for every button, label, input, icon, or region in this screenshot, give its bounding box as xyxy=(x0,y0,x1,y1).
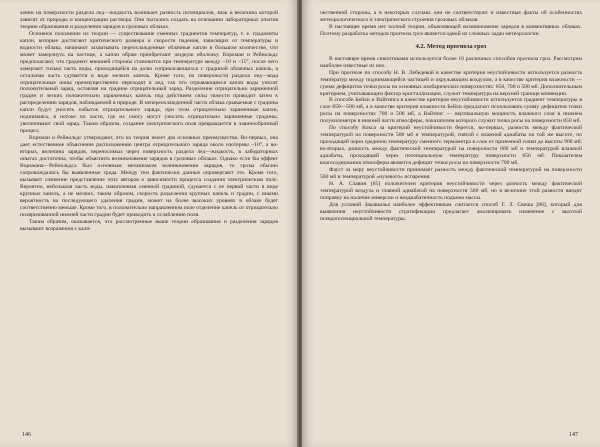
page-number-left: 146 xyxy=(22,432,31,438)
left-page xyxy=(0,0,298,447)
left-paragraph: заннн на поверхности раздела лед—жидкость возникает разность потенциалов, знак и величина которой зависят от природы и концентрации раствора. Они пытались создать на основании лабораторных опытов теорию образования и разделения зарядов в грозовых облаках. xyxy=(20,10,278,30)
right-paragraph: При прогнозе по способу Н. В. Лебедевой в качестве критерия неустойчивости используется разность температур между поднимающейся частицей и окружающим воздухом, а в качестве критерия влажности — сумма дефицитов точки росы на основных изобарических поверхностях: 850, 700 и 500 мб. Дополнительным критерием, учитывающим фактор кристаллизации, служит температура на верхней границе конвекции. xyxy=(320,69,582,97)
section-heading: 4.2. Метод прогноза гроз xyxy=(415,42,487,50)
page-number-right: 147 xyxy=(569,432,578,438)
right-page-text xyxy=(320,10,582,223)
right-paragraph: В способе Бейли и Вайтинга в качестве критерия неустойчивости используется градиент температуры в слое 850—500 мб, а в качестве критерия влажности Бейли предлагает использовать сумму дефицитов точки росы на поверхностях 700 и 500 мб, а Вайтинг — вертикальную мощность влажного слоя в нижнем полукилометре в нижней части атмосферы, показателем которого служит точка росы на поверхности 850 мб. xyxy=(320,97,582,125)
right-paragraph: чественной стороны, а в некоторых случаях они не соответствуют и известные факты об особенностях метеорологического и электрического строения грозовых облаков. xyxy=(320,10,582,23)
left-page-text xyxy=(20,10,278,233)
right-paragraph: Фауст за меру неустойчивости принимает разность между фактической температурой на поверхности 500 мб и температурой «нулевого» испарения. xyxy=(320,167,582,180)
left-paragraph: Основное положение их теории — существование сменных градиентов температур, т. е. градиенты капли, которые достигают критического размера и скорости падения, зависящих от температуры и водности облака, начинают захватывать переохлажденные облачные капли в большом количестве, что может замерзнуть на частице, а капли обрам приобретают жидкую оболочку. Воркман и Рейнольдс предполагают, что градиент внешней стороны становится при температуре между −10 и −15°, после чего замерзает только часть воды, приходящейся на долю соприкасающихся с градиной облачных капель, а остальная часть сдувается в виде мелких капель. Кроме того, на поверхности раздела лед—вода отрицательные ионы преимущественно переходят в лед, так что отрывающиеся капли воды уносят положительный заряд, оставляя на градине отрицательный заряд. Разделение отрицательно заряженной градин и легких положительно заряженных капель под действием силы тяжести приводит затем к распределению зарядов, наблюдаемой в природе. В непереохлажденной части облака срываемые с градины капли будут уносить избыток отрицательного заряда, при этом отрицательно заряженные капли, поднимаясь, в потоке по части, где их смогу могут уносить отрицательно заряженные градины, увеличивают свой заряд. Таким образом, создание электрического поля превращается в лавинообразный процесс. xyxy=(20,30,278,135)
right-paragraph: По способу Кокса за критерий неустойчивости берется, во-первых, разность между фактической температурой на поверхности 500 мб и температурой, снятой с влажной адиабаты на той же высоте, по проходящей через среднюю температуру сменного термометра в слое от приземной точки до высоты 900 мб; во-вторых, разность между фактической температурой на поверхности 600 мб и температурой влажной адиабаты, проходящей через потенциальную температуру поверхности 850 мб. Показателем влагосодержания атмосферы является дефицит точки росы на поверхности 700 мб. xyxy=(320,125,582,167)
left-paragraph: Таким образом, оказывается, что рассмотренные выше теории образования и разделения зарядов вызывают возражения с кали- xyxy=(20,218,278,232)
left-paragraph: Воркман и Рейнольдс утверждают, что их теория имеет два основных преимущества. Во-первых, она дает естественное объяснение расположению центра отрицательного заряда около изотермы −10°, а во-вторых, величина зарядов, переносимых через поверхность раздела лед—жидкость, в лабораторных опытах достаточна, чтобы объяснить возникновение зарядов в грозовых облаках. Однако если бы эффект Воркмана—Рейнольдса был основным механизмом возникновения зарядов, то грозы обычно сопровождались бы выявленные града. Между тем фактически данные опровергают это. Кроме того, вызывает сомнение представление этих авторов о зависимости процесса создания электрическим поле. Вероятно, небольшая часть воды, накопленная сменной градиной, сдувается с ее первой части в виде крупных капель, а не мелких, таким образом, скорость разделения крупных капель и градин, с иными вероятность на последующего удаления градин, может на более высоких уровнях в облаке будет соответственно меньше. Кроме того, в положительно направленном поле отделение капель от отрицательно поляризованной нижней части градин будет приводить к ослаблению поля. xyxy=(20,135,278,218)
right-paragraph: Н. А. Славин [85] положителен критерия неустойчивости через разность между фактической температурой воздуха и главной адиабатой на поверхности 500 мб, но в величине этой разности вводит поправку на наличие инверсии и неадиабатичность подъема массы. xyxy=(320,180,582,201)
right-paragraph: В настоящее время нет полной теории, объясняющей возникновение зарядов в конвективных облаках. Поэтому разработка методов прогноза гроз является одной из сложных задач метеорологии. xyxy=(320,23,582,37)
right-page xyxy=(302,0,600,447)
right-paragraph: В настоящее время синоптиками используется более 10 различных способов прогноза гроз. Рассмотрим наиболее известные из них. xyxy=(320,55,582,69)
right-paragraph: Для условий Закавказья наиболее эффективным считается способ Г. Л. Свеша [86], который для выявления неустойчивости стратификации предлагает анализировать изменение с высотой псевдопотенциальной температуры. xyxy=(320,201,582,222)
